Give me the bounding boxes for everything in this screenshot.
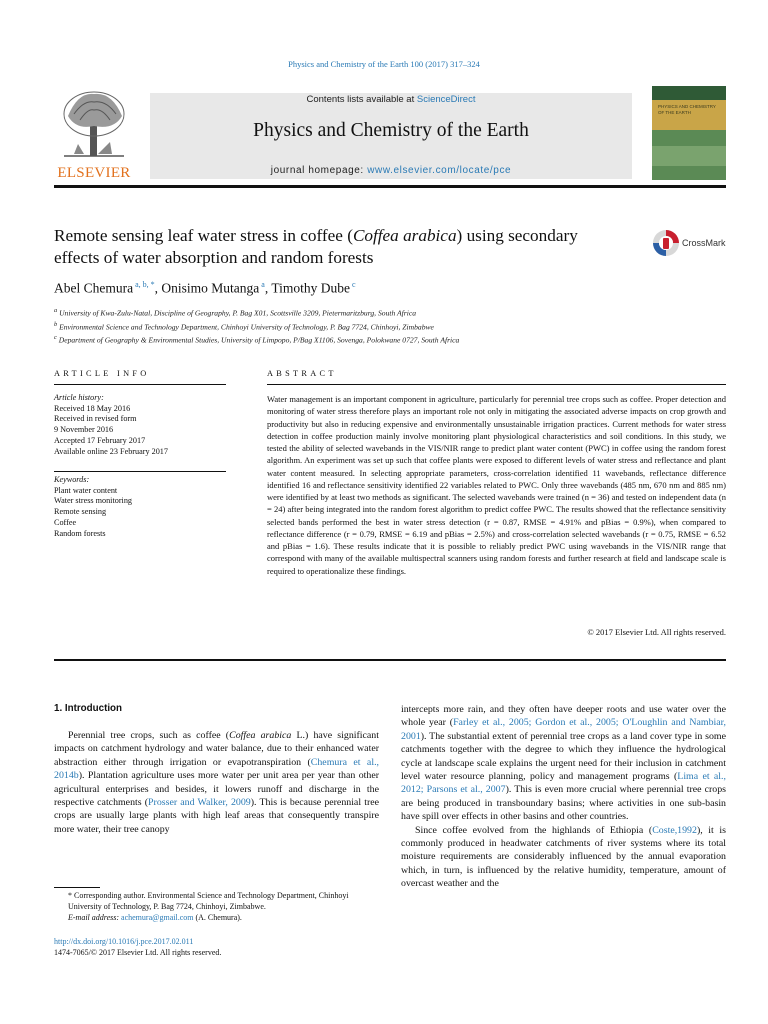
- keyword: Random forests: [54, 528, 106, 538]
- keyword: Water stress monitoring: [54, 496, 133, 506]
- citation-link[interactable]: Chemura et al., 2014b: [54, 756, 380, 782]
- affiliations: [54, 305, 734, 346]
- affiliation-item: $^b$ Environmental Science and Technology Department, Chinhoyi University of Technology, P. Bag 7724, Chinhoyi, Zimbabwe: [54, 320, 434, 332]
- abstract-text: Water management is an important component in agriculture, particularly for perennial tree crops such as coffee. Proper detection and monitoring of water stress therefore plays an important role not only in mitigating the associated adverse impacts on crop growth and productivity but also in reducing expensive and environmentally unsustainable irrigation practices. Current methods for water stress detection in coffee production mainly involve monitoring plant physiological characteristics and soil conditions. In this study, we tested the ability of selected wavebands in the VIS/NIR range to predict plant water content (PWC) in coffee using the random forest algorithm. An experiment was set up such that coffee plants were exposed to different levels of water stress and reflectance and plant water content measured. In selecting appropriate parameters, cross-correlation identified 11 wavebands, reflectance difference identified 16 and reflectance sensitivity identified 22 variables related to PWC. Only three wavebands (485 nm, 670 nm and 885 nm) were identified by at least two methods as significant. The selected wavebands were trained (n = 36) and tested on independent data (n = 24) after being integrated into the random forest algorithm to predict coffee PWC. The results showed that the reflectance sensitivity selected bands performed the best in water stress detection (r = 0.87, RMSE = 4.91% and pBias = 0.9%), when compared to reflectance difference (r = 0.79, RMSE = 6.19 and pBias = 2.5%) and cross-correlation selected wavebands (r = 0.75, RMSE = 6.52 and pBias = 1.6). These results indicate that it is possible to reliably predict PWC using wavebands in the VIS/NIR range that correspond with many of the available multispectral scanners using random forests and further research at field and landscape scale is required to operationalize these findings.: [267, 394, 726, 576]
- keywords-label: Keywords:: [54, 475, 90, 484]
- citation-link[interactable]: Coste,1992: [652, 824, 697, 836]
- text-run: ), it is commonly produced in headwater catchments of river systems where its total moisture requirements are considerably influenced by the annual evaporation which, in turn, is influenced by the relative humidity, temperature, amount of overcast weather and the: [401, 824, 726, 890]
- keyword: Coffee: [54, 517, 77, 527]
- divider: [267, 384, 726, 385]
- text-run: ). This is even more crucial where perennial tree crops are being produced in transboundary basins; where activities in one sub-basin have spill over effects in other basins and other countries.: [401, 784, 727, 823]
- author-affiliation-marks[interactable]: c: [350, 280, 356, 289]
- doi-block: [54, 937, 221, 959]
- citation-link[interactable]: Lima et al., 2012; Parsons et al., 2007: [401, 771, 726, 796]
- email-link[interactable]: achemura@gmail.com: [121, 912, 194, 922]
- contents-line: Contents lists available at ScienceDirect: [306, 94, 476, 105]
- citation-link[interactable]: Prosser and Walker, 2009: [148, 797, 251, 809]
- tree-icon: [54, 86, 134, 166]
- journal-masthead: [150, 93, 632, 179]
- history-item: Received 18 May 2016: [54, 403, 131, 413]
- text-run: ). The substantial extent of perennial tree crops as a land cover type in some catchments together with the degree to which they influence the hydrological cycle at landscape scale explains the urgent need for their inclusion in catchment level water resource planning, policy and management programs (: [401, 730, 726, 783]
- italic-text: Coffea arabica: [229, 730, 292, 741]
- corresponding-author-note: * Corresponding author. Environmental Science and Technology Department, Chinhoyi University of Technology, P. Bag 7724, Chinhoyi, Zimbabwe.: [68, 891, 349, 911]
- keywords: [54, 475, 132, 539]
- email-line: E-mail address: achemura@gmail.com (A. Chemura).: [68, 912, 242, 922]
- crossmark-icon: [652, 229, 680, 257]
- author-name[interactable]: Timothy Dube: [271, 280, 351, 296]
- history-label: Article history:: [54, 393, 104, 402]
- journal-cover-thumbnail[interactable]: [652, 86, 726, 180]
- corresponding-author-footnote: [54, 891, 379, 923]
- body-paragraph: [401, 703, 726, 824]
- text-run: ). This is because perennial tree crops are usually large plants with high leaf areas that consequently transpire more water, their tree canopy: [54, 797, 380, 835]
- abstract-heading: ABSTRACT: [267, 369, 337, 378]
- divider: [54, 471, 226, 472]
- article-title: Remote sensing leaf water stress in coffee (Coffea arabica) using secondary effects of water absorption and random forests: [54, 226, 578, 267]
- footnote-rule: [54, 887, 100, 888]
- text-run: L.) have significant impacts on catchment hydrology and water balance, due to their enhanced water abstraction either through irrigation or evapotranspiration (: [54, 730, 379, 768]
- author-list: Abel Chemura $^{a, b, *}$, Onisimo Mutanga $^a$, Timothy Dube $^c$: [54, 280, 356, 296]
- copyright-notice: © 2017 Elsevier Ltd. All rights reserved.: [587, 627, 726, 637]
- author-name[interactable]: Abel Chemura: [54, 280, 134, 296]
- cover-title-band: PHYSICS AND CHEMISTRY OF THE EARTH: [652, 100, 726, 130]
- body-column-left: [54, 729, 379, 836]
- journal-homepage-link[interactable]: www.elsevier.com/locate/pce: [367, 165, 512, 176]
- author-affiliation-marks[interactable]: a: [259, 280, 265, 289]
- elsevier-logo[interactable]: [54, 86, 134, 182]
- crossmark-label: CrossMark: [682, 238, 726, 248]
- article-info-heading: ARTICLE INFO: [54, 369, 150, 378]
- issn-line: 1474-7065/© 2017 Elsevier Ltd. All rights reserved.: [54, 947, 222, 957]
- body-paragraph: [54, 729, 379, 836]
- author-affiliation-marks[interactable]: a, b, *: [133, 280, 155, 289]
- publisher-name: ELSEVIER: [57, 165, 131, 181]
- history-item: 9 November 2016: [54, 425, 114, 435]
- history-item: Received in revised form: [54, 414, 137, 424]
- journal-title: Physics and Chemistry of the Earth: [253, 120, 529, 141]
- body-column-right: [401, 703, 726, 891]
- section-heading-introduction: 1. Introduction: [54, 703, 123, 714]
- text-run: intercepts more rain, and they often have deeper roots and use water over the whole year (: [401, 704, 726, 729]
- citation-link[interactable]: Farley et al., 2005; Gordon et al., 2005; O'Loughlin and Nambiar, 2001: [401, 717, 727, 742]
- affiliation-item: $^a$ University of Kwa-Zulu-Natal, Discipline of Geography, P. Bag X01, Scottsville 3209, Pietermaritzburg, South Africa: [54, 307, 417, 318]
- text-run: ). Plantation agriculture uses more water per unit area per year than other agricultural enterprises and besides, it lowers runoff and discharge in the respective catchments (: [54, 770, 379, 809]
- author-name[interactable]: Onisimo Mutanga: [161, 280, 260, 296]
- history-item: Accepted 17 February 2017: [54, 435, 146, 445]
- sciencedirect-link[interactable]: ScienceDirect: [416, 94, 476, 105]
- running-head[interactable]: Physics and Chemistry of the Earth 100 (2017) 317–324: [288, 59, 480, 69]
- journal-homepage: journal homepage: www.elsevier.com/locate/pce: [270, 165, 512, 176]
- keyword: Remote sensing: [54, 507, 107, 517]
- history-item: Available online 23 February 2017: [54, 446, 168, 456]
- header-rule: [54, 185, 726, 188]
- article-history: [54, 393, 168, 457]
- body-paragraph: [401, 824, 726, 891]
- doi-link[interactable]: http://dx.doi.org/10.1016/j.pce.2017.02.011: [54, 937, 194, 946]
- divider: [54, 384, 226, 385]
- text-run: Since coffee evolved from the highlands of Ethiopia (: [415, 824, 653, 836]
- crossmark-badge[interactable]: [652, 229, 732, 261]
- affiliation-item: $^c$ Department of Geography & Environmental Studies, University of Limpopo, P/Bag X1106, Sovenga, Polokwane 0727, South Africa: [54, 334, 460, 345]
- text-run: Perennial tree crops, such as coffee (: [68, 730, 230, 741]
- keyword: Plant water content: [54, 485, 118, 495]
- abstract-bottom-rule: [54, 659, 726, 661]
